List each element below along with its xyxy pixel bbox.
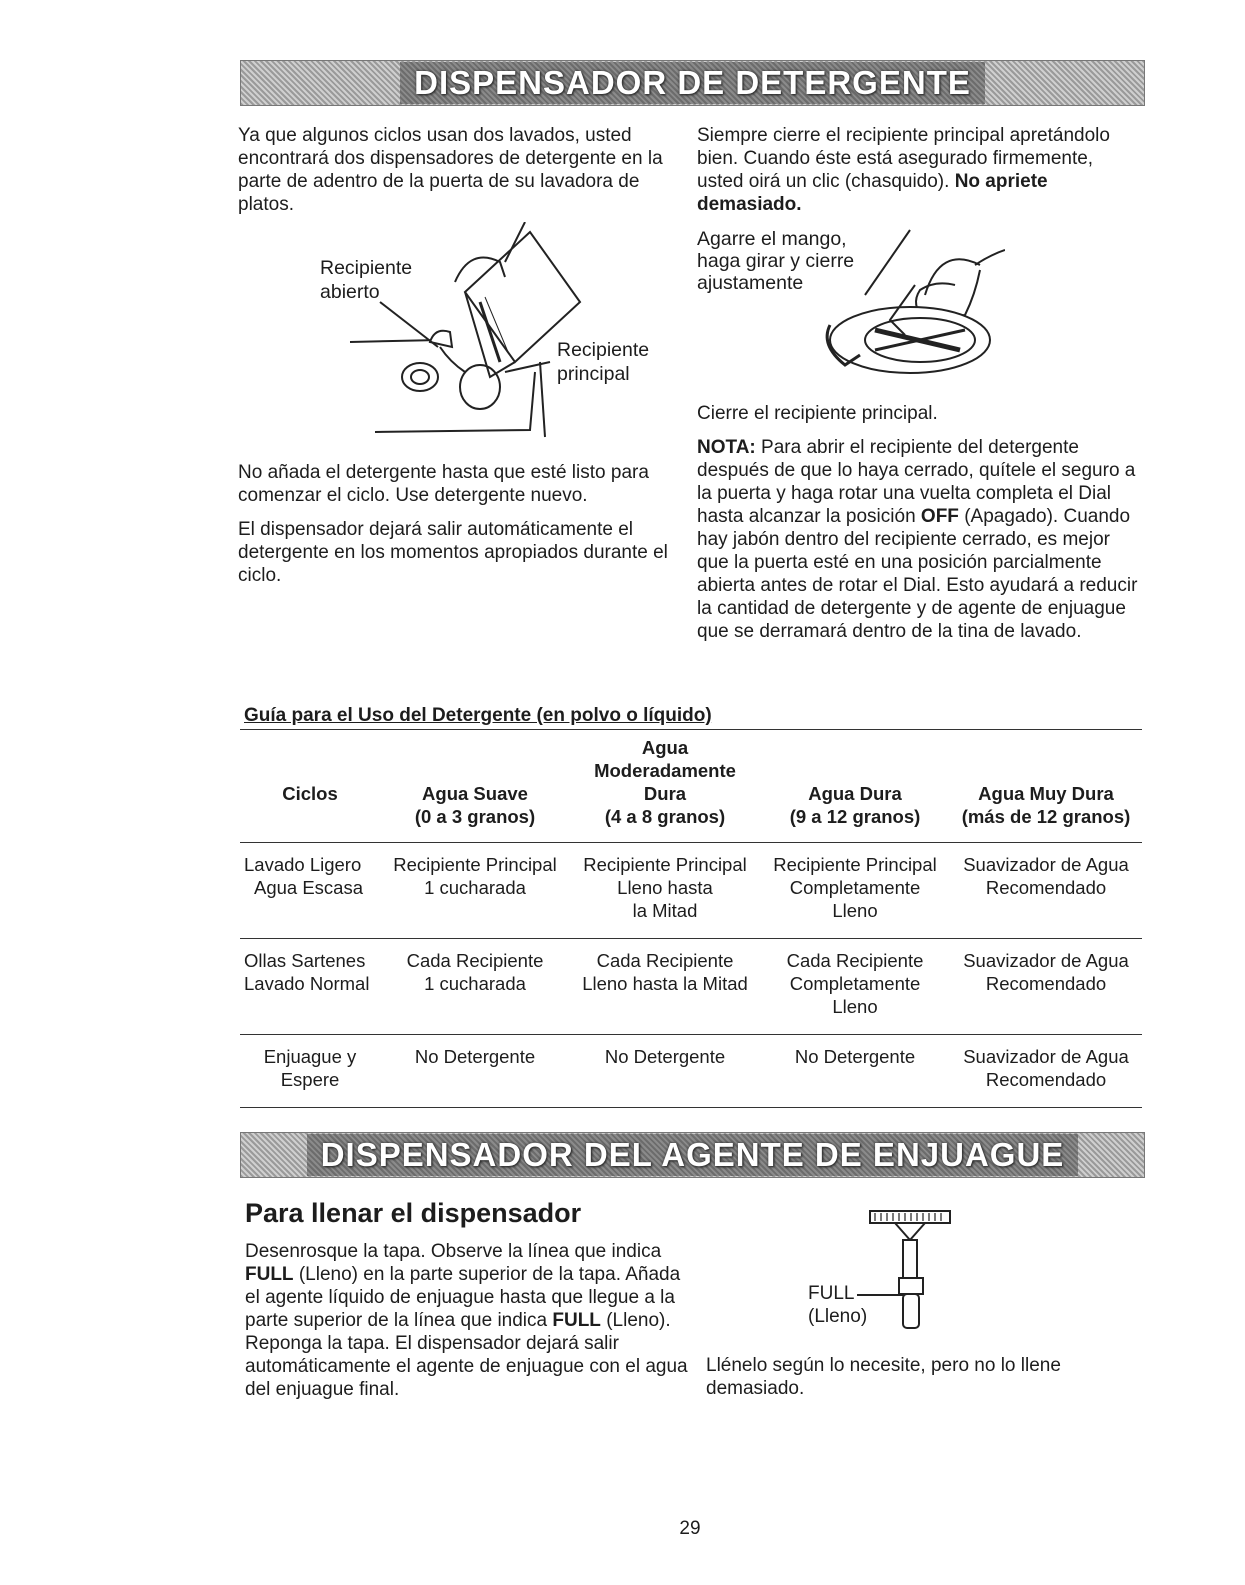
- cell-hard: Cada Recipiente Completamente Lleno: [786, 950, 924, 1017]
- no-add-paragraph: No añada el detergente hasta que esté listo para comenzar el ciclo. Use detergente nuevo.: [238, 462, 649, 506]
- label-open-container-1: Recipiente: [320, 257, 413, 279]
- guide-title: Guía para el Uso del Detergente (en polvo o líquido): [244, 705, 712, 726]
- full-label: FULL: [808, 1283, 855, 1304]
- cell-soft: No Detergente: [414, 1046, 536, 1067]
- fill-note: Llénelo según lo necesite, pero no lo llene demasiado.: [706, 1355, 1061, 1399]
- note-text-2: (Apagado). Cuando hay jabón dentro del recipiente cerrado, es mejor que la puerta esté en una posición parcialmente abierta antes de rotar el Dial. Esto ayudará a reducir la cantidad de detergente y de agente de enjuague que se derramará dentro de la tina de lavado.: [697, 506, 1138, 642]
- rinse-text-b: (Lleno) en la parte superior de la tapa. Añada el agente líquido de enjuague hasta que llegue a la parte superior de la línea que indica: [245, 1264, 681, 1331]
- note-text-1: Para abrir el recipiente del detergente después de que lo haya cerrado, quítele el seguro a la puerta y haga rotar una vuelta completa el Dial hasta alcanzar la posición: [697, 437, 1136, 527]
- cell-moderate: No Detergente: [604, 1046, 726, 1067]
- rinse-text-c: (Lleno). Reponga la tapa. El dispensador dejará salir automáticamente el agente de enjuague con el agua del enjuague final.: [245, 1310, 688, 1400]
- page-number: 29: [679, 1518, 701, 1539]
- cell-cycle: Lavado Ligero Agua Escasa: [244, 854, 364, 898]
- close-paragraph: [697, 124, 1142, 216]
- rinse-paragraph: [245, 1240, 700, 1401]
- table-row: [240, 1035, 1142, 1108]
- header-hard-water: Agua Dura (9 a 12 granos): [789, 783, 921, 827]
- banner-title: DISPENSADOR DE DETERGENTE: [400, 62, 985, 104]
- note-off: OFF: [920, 506, 959, 527]
- cell-very-hard: Suavizador de Agua Recomendado: [963, 950, 1129, 994]
- rinse-full-2: FULL: [552, 1310, 601, 1331]
- intro-paragraph: Ya que algunos ciclos usan dos lavados, usted encontrará dos dispensadores de detergente en la parte de adentro de la puerta de su lavadora de platos.: [238, 125, 663, 215]
- note-label: NOTA:: [697, 437, 756, 458]
- table-row: [240, 843, 1142, 939]
- header-very-hard-water: Agua Muy Dura (más de 12 granos): [961, 783, 1131, 827]
- section-banner-detergent: [240, 60, 1145, 106]
- grab-instruction-1: Agarre el mango,: [697, 228, 847, 250]
- header-cycles: Ciclos: [282, 783, 338, 804]
- grab-instruction-2: haga girar y cierre: [697, 250, 855, 272]
- cell-very-hard: Suavizador de Agua Recomendado: [963, 854, 1129, 898]
- cell-moderate: Recipiente Principal Lleno hasta la Mitad: [583, 854, 747, 921]
- rinse-cap-illustration: [865, 1208, 965, 1338]
- grab-instruction-3: ajustamente: [697, 272, 804, 294]
- table-row: [240, 939, 1142, 1035]
- rinse-full-1: FULL: [245, 1264, 294, 1285]
- header-soft-water: Agua Suave (0 a 3 granos): [414, 783, 536, 827]
- close-cap-illustration: [815, 225, 1005, 385]
- note-paragraph: [697, 436, 1142, 643]
- close-warning: No apriete demasiado.: [697, 171, 1048, 215]
- detergent-guide-table: [240, 736, 1142, 1108]
- lleno-label: (Lleno): [808, 1306, 868, 1327]
- close-caption: Cierre el recipiente principal.: [697, 403, 938, 424]
- dispenser-paragraph: El dispensador dejará salir automáticamente el detergente en los momentos apropiados durante el ciclo.: [238, 519, 668, 586]
- guide-header-row: [240, 736, 1142, 843]
- cell-hard: Recipiente Principal Completamente Lleno: [773, 854, 937, 921]
- cell-cycle: Enjuague y Espere: [263, 1046, 357, 1090]
- cell-cycle: Ollas Sartenes Lavado Normal: [244, 950, 370, 994]
- full-pointer-line: [855, 1290, 905, 1300]
- cell-moderate: Cada Recipiente Lleno hasta la Mitad: [582, 950, 748, 994]
- label-main-container-2: principal: [557, 363, 630, 385]
- cell-hard: No Detergente: [794, 1046, 916, 1067]
- detergent-dispenser-illustration: [340, 222, 600, 442]
- label-open-container-2: abierto: [320, 281, 380, 303]
- header-moderate-water: Agua Moderadamente Dura (4 a 8 granos): [594, 737, 736, 827]
- label-main-container-1: Recipiente: [557, 339, 650, 361]
- rinse-heading: Para llenar el dispensador: [245, 1198, 582, 1228]
- cell-very-hard: Suavizador de Agua Recomendado: [963, 1046, 1129, 1090]
- banner-title: DISPENSADOR DEL AGENTE DE ENJUAGUE: [307, 1134, 1079, 1176]
- close-text: Siempre cierre el recipiente principal apretándolo bien. Cuando éste está asegurado firmemente, usted oirá un clic (chasquido).: [697, 125, 1110, 192]
- guide-top-rule: [240, 729, 1142, 730]
- cell-soft: Cada Recipiente 1 cucharada: [406, 950, 544, 994]
- rinse-text-a: Desenrosque la tapa. Observe la línea que indica: [245, 1241, 662, 1262]
- section-banner-rinse: [240, 1132, 1145, 1178]
- cell-soft: Recipiente Principal 1 cucharada: [393, 854, 557, 898]
